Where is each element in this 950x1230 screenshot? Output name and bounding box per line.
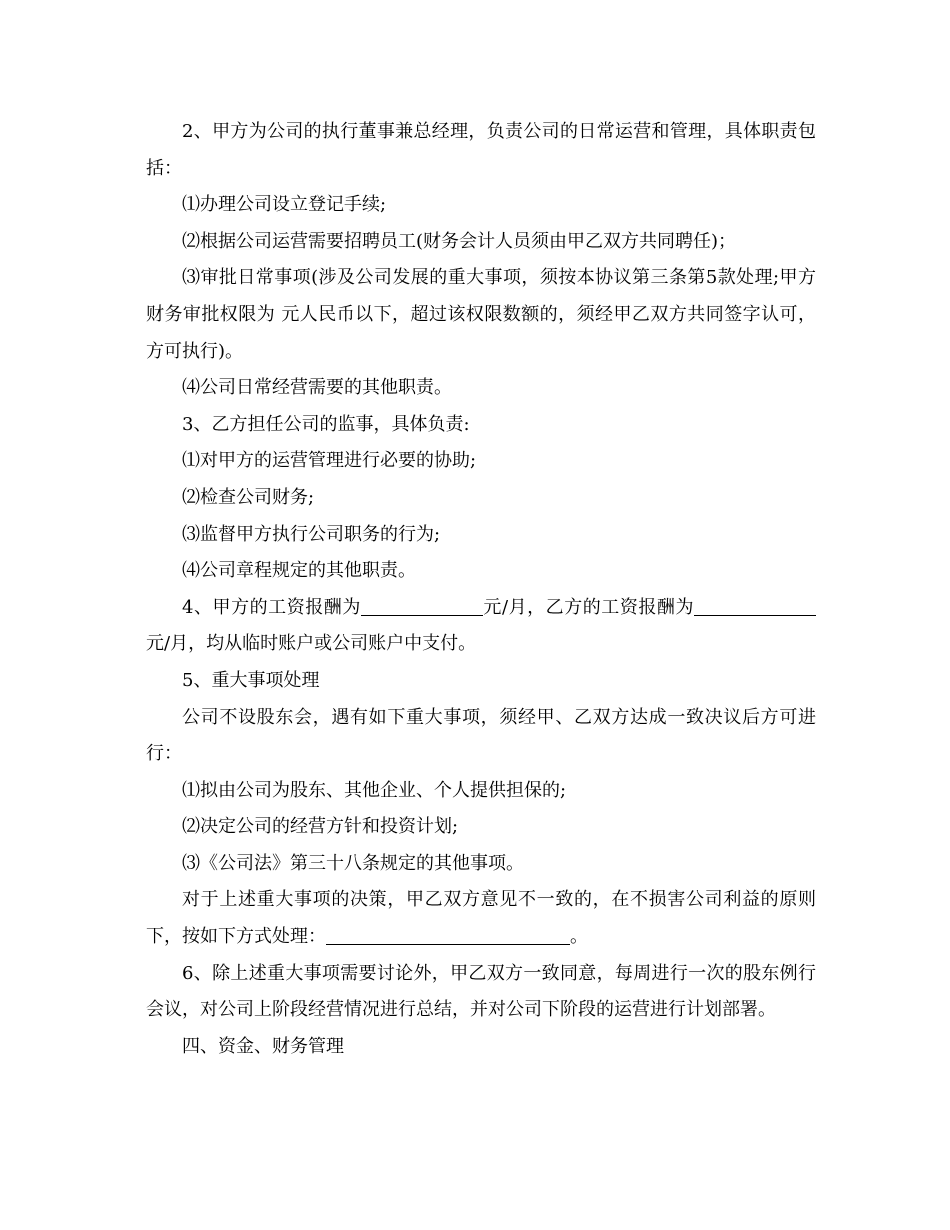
paragraph-clause-3-item-1: ⑴对甲方的运营管理进行必要的协助; xyxy=(182,450,477,472)
paragraph-clause-3-item-3: ⑶监督甲方执行公司职务的行为; xyxy=(182,523,441,545)
paragraph-clause-5: 5、重大事项处理 xyxy=(182,669,320,691)
paragraph-clause-2-item-2: ⑵根据公司运营需要招聘员工(财务会计人员须由甲乙双方共同聘任)； xyxy=(182,230,737,252)
salary-blank-party-b xyxy=(694,595,816,616)
resolution-text: 对于上述重大事项的决策，甲乙双方意见不一致的，在不损害公司利益的原则下，按如下方式处理： xyxy=(146,889,816,948)
paragraph-clause-2-item-1: ⑴办理公司设立登记手续; xyxy=(182,194,387,216)
paragraph-clause-5-resolution xyxy=(146,882,816,955)
clause-4-text-c: 元/月，均从临时账户或公司账户中支付。 xyxy=(146,633,477,655)
clause-4-text-a: 4、甲方的工资报酬为 xyxy=(182,596,361,618)
resolution-end: 。 xyxy=(570,926,588,948)
paragraph-clause-3-item-2: ⑵检查公司财务; xyxy=(182,486,315,508)
resolution-method-blank xyxy=(326,924,570,945)
paragraph-clause-3-item-4: ⑷公司章程规定的其他职责。 xyxy=(182,560,416,582)
paragraph-clause-6: 6、除上述重大事项需要讨论外，甲乙双方一致同意，每周进行一次的股东例行会议，对公司上阶段经营情况进行总结，并对公司下阶段的运营进行计划部署。 xyxy=(146,962,816,1021)
paragraph-clause-5-item-1: ⑴拟由公司为股东、其他企业、个人提供担保的; xyxy=(182,779,567,801)
paragraph-clause-5-item-3: ⑶《公司法》第三十八条规定的其他事项。 xyxy=(182,852,524,874)
paragraph-clause-5-item-2: ⑵决定公司的经营方针和投资计划; xyxy=(182,816,459,838)
clause-4-text-b: 元/月，乙方的工资报酬为 xyxy=(482,596,694,618)
paragraph-clause-2-item-3: ⑶审批日常事项(涉及公司发展的重大事项，须按本协议第三条第5款处理;甲方财务审批权限为 元人民币以下，超过该权限数额的，须经甲乙双方共同签字认可，方可执行)。 xyxy=(146,267,816,362)
paragraph-clause-2: 2、甲方为公司的执行董事兼总经理，负责公司的日常运营和管理，具体职责包括： xyxy=(146,121,816,179)
section-heading-4: 四、资金、财务管理 xyxy=(182,1035,344,1057)
paragraph-clause-3: 3、乙方担任公司的监事，具体负责: xyxy=(182,413,470,435)
paragraph-clause-4 xyxy=(146,590,816,663)
salary-blank-party-a xyxy=(361,595,483,616)
paragraph-clause-2-item-4: ⑷公司日常经营需要的其他职责。 xyxy=(182,377,452,399)
paragraph-clause-5-intro: 公司不设股东会，遇有如下重大事项，须经甲、乙双方达成一致决议后方可进行： xyxy=(146,706,816,765)
document-body xyxy=(146,114,816,1065)
